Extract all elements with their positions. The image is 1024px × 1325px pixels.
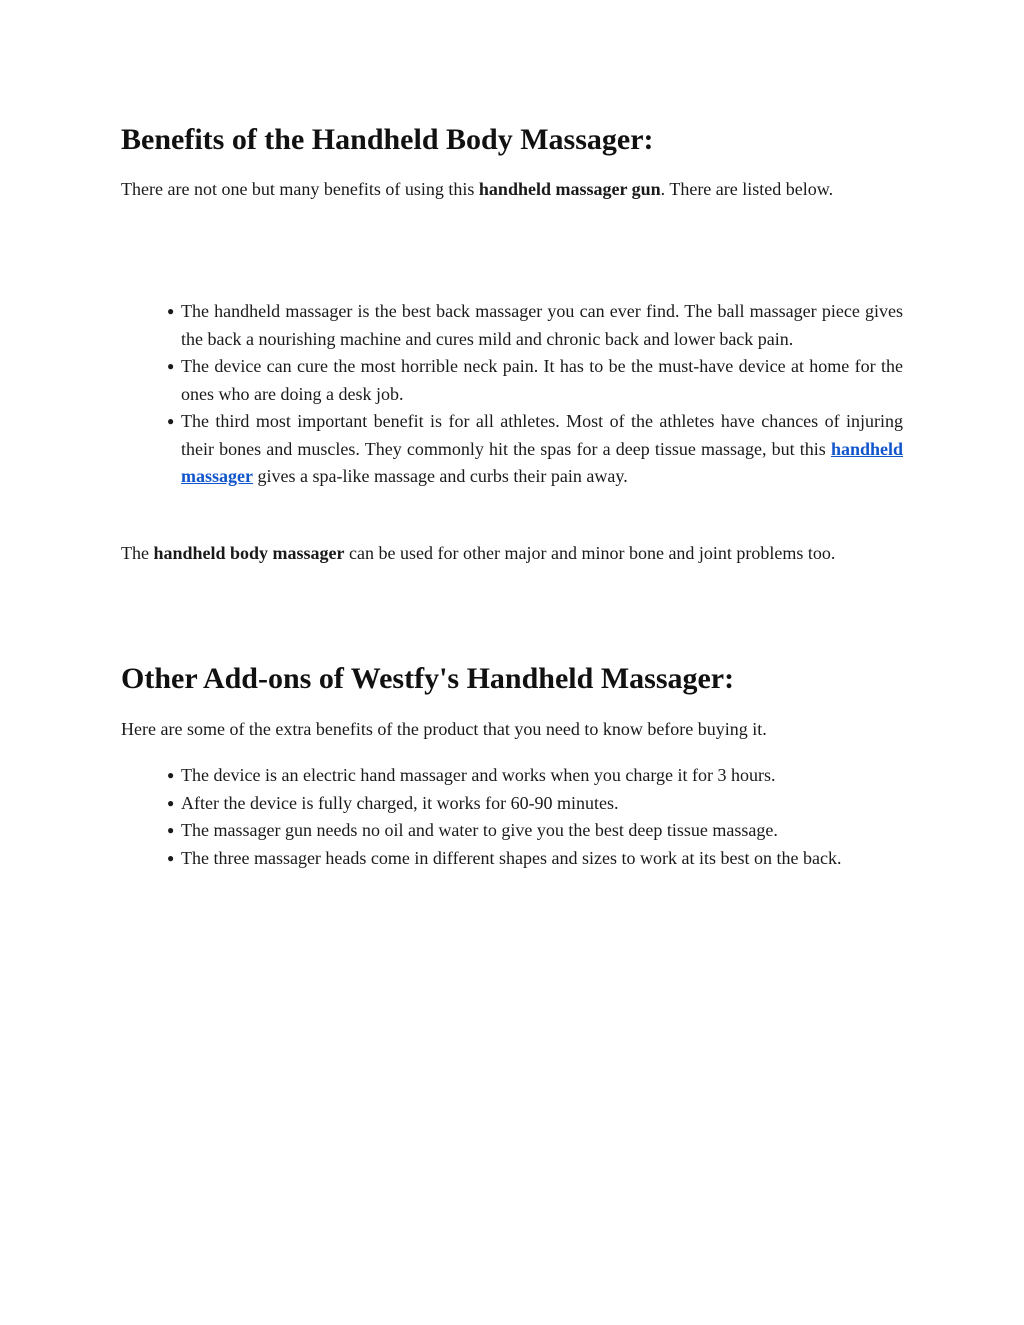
list-item xyxy=(121,298,903,353)
addons-list xyxy=(121,762,903,872)
bullet-icon: ● xyxy=(167,359,175,373)
closing-bold-text: handheld body massager xyxy=(153,543,345,563)
bullet-icon: ● xyxy=(167,414,175,428)
list-item xyxy=(121,762,903,790)
benefits-list xyxy=(121,298,903,491)
bullet-icon: ● xyxy=(167,768,175,782)
intro-bold-text: handheld massager gun xyxy=(478,179,661,199)
benefits-closing-paragraph xyxy=(121,539,903,567)
closing-text-end: can be used for other major and minor bone and joint problems too. xyxy=(344,543,836,563)
list-item-text: The third most important benefit is for all athletes. Most of the athletes have chances of injuring their bones and muscles. They commonly hit the spas for a deep tissue massage, but this xyxy=(181,411,903,459)
list-item-text: After the device is fully charged, it works for 60-90 minutes. xyxy=(181,792,619,813)
section-heading-benefits: Benefits of the Handheld Body Massager: xyxy=(121,123,654,156)
list-item-text: The handheld massager is the best back massager you can ever find. The ball massager piece gives the back a nourishing machine and cures mild and chronic back and lower back pain. xyxy=(181,301,903,349)
addons-intro-paragraph: Here are some of the extra benefits of the product that you need to know before buying it. xyxy=(121,719,767,739)
list-item xyxy=(121,817,903,845)
bullet-icon: ● xyxy=(167,795,175,810)
list-item-text: The three massager heads come in different shapes and sizes to work at its best on the back. xyxy=(181,847,842,868)
benefits-intro-paragraph xyxy=(121,175,903,203)
bullet-icon: ● xyxy=(167,823,175,837)
list-item-text-end: gives a spa-like massage and curbs their pain away. xyxy=(252,466,628,486)
section-heading-addons: Other Add-ons of Westfy's Handheld Massager: xyxy=(121,662,735,695)
intro-text: There are not one but many benefits of using this xyxy=(121,179,479,199)
list-item-text: The massager gun needs no oil and water to give you the best deep tissue massage. xyxy=(181,820,778,840)
bullet-icon: ● xyxy=(167,304,175,318)
bullet-icon: ● xyxy=(167,850,175,865)
list-item xyxy=(121,845,903,873)
handheld-massager-link[interactable]: handheld massager xyxy=(181,438,903,486)
list-item xyxy=(121,790,903,818)
closing-text: The xyxy=(121,543,154,563)
intro-text-end: . There are listed below. xyxy=(660,179,834,199)
list-item-text: The device can cure the most horrible neck pain. It has to be the must-have device at home for the ones who are doing a desk job. xyxy=(181,356,903,404)
list-item xyxy=(121,353,903,408)
list-item-text: The device is an electric hand massager and works when you charge it for 3 hours. xyxy=(181,765,776,785)
list-item xyxy=(121,408,903,491)
